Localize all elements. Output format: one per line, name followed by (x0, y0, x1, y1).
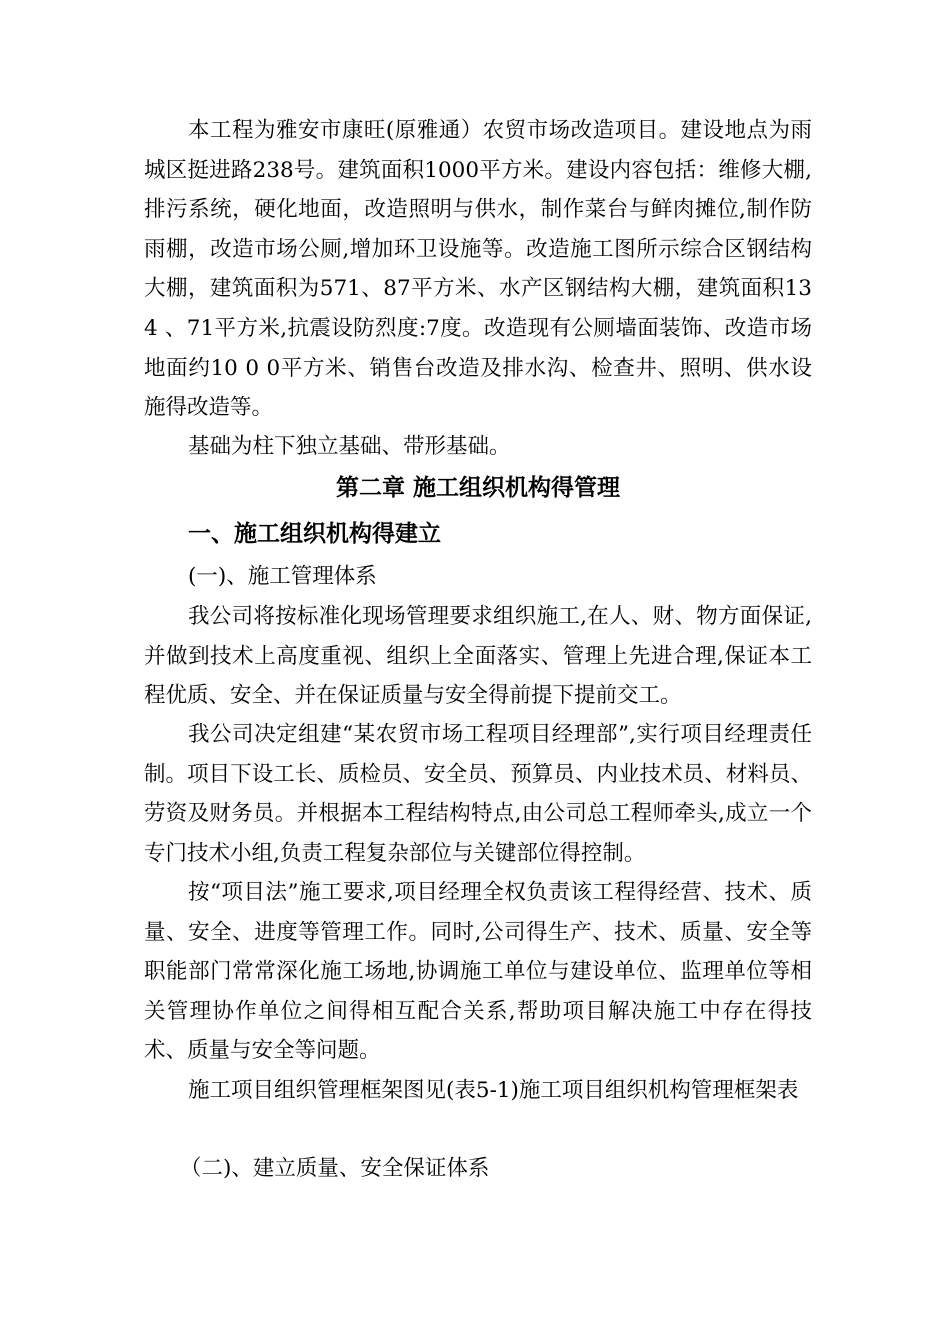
section-title: 一、施工组织机构得建立 (188, 521, 441, 547)
foundation-paragraph: 基础为柱下独立基础、带形基础。 (188, 434, 511, 459)
chapter-title: 第二章 施工组织机构得管理 (335, 475, 620, 501)
project-department-paragraph: 我公司决定组建“某农贸市场工程项目经理部”,实行项目经理责任制。项目下设工长、质检员、安全员、预算员、内业技术员、材料员、劳资及财务员。并根据本工程结构特点,由公司总工程师牵头,成立一个专门技术小组,负责工程复杂部位与关键部位得控制。 (144, 722, 812, 866)
project-method-paragraph: 按“项目法”施工要求,项目经理全权负责该工程得经营、技术、质量、安全、进度等管理工作。同时,公司得生产、技术、质量、安全等职能部门常常深化施工场地,协调施工单位与建设单位、监理单位等相关管理协作单位之间得相互配合关系,帮助项目解决施工中存在得技术、质量与安全等问题。 (144, 880, 812, 1064)
framework-reference-paragraph: 施工项目组织管理框架图见(表5-1)施工项目组织机构管理框架表 (188, 1078, 799, 1103)
subsection-heading-management-system: (一)、施工管理体系 (188, 564, 377, 589)
management-paragraph: 我公司将按标准化现场管理要求组织施工,在人、财、物方面保证,并做到技术上高度重视、组织上全面落实、管理上先进合理,保证本工程优质、安全、并在保证质量与安全得前提下提前交工。 (144, 604, 812, 709)
intro-paragraph: 本工程为雅安市康旺(原雅通）农贸市场改造项目。建设地点为雨城区挺进路238号。建筑面积1000平方米。建设内容包括：维修大棚,排污系统，硬化地面，改造照明与供水，制作菜台与鲜肉摊位,制作防雨棚，改造市场公厕,增加环卫设施等。改造施工图所示综合区钢结构大棚，建筑面积为571、87平方米、水产区钢结构大棚，建筑面积13 4 、71平方米,抗震设防烈度:7度。改造现有公厕墙面装饰、改造市场地面约10 0 0平方米、销售台改造及排水沟、检查井、照明、供水设施得改造等。 (144, 118, 812, 421)
subsection-heading-quality-safety: （二)、建立质量、安全保证体系 (180, 1156, 490, 1181)
